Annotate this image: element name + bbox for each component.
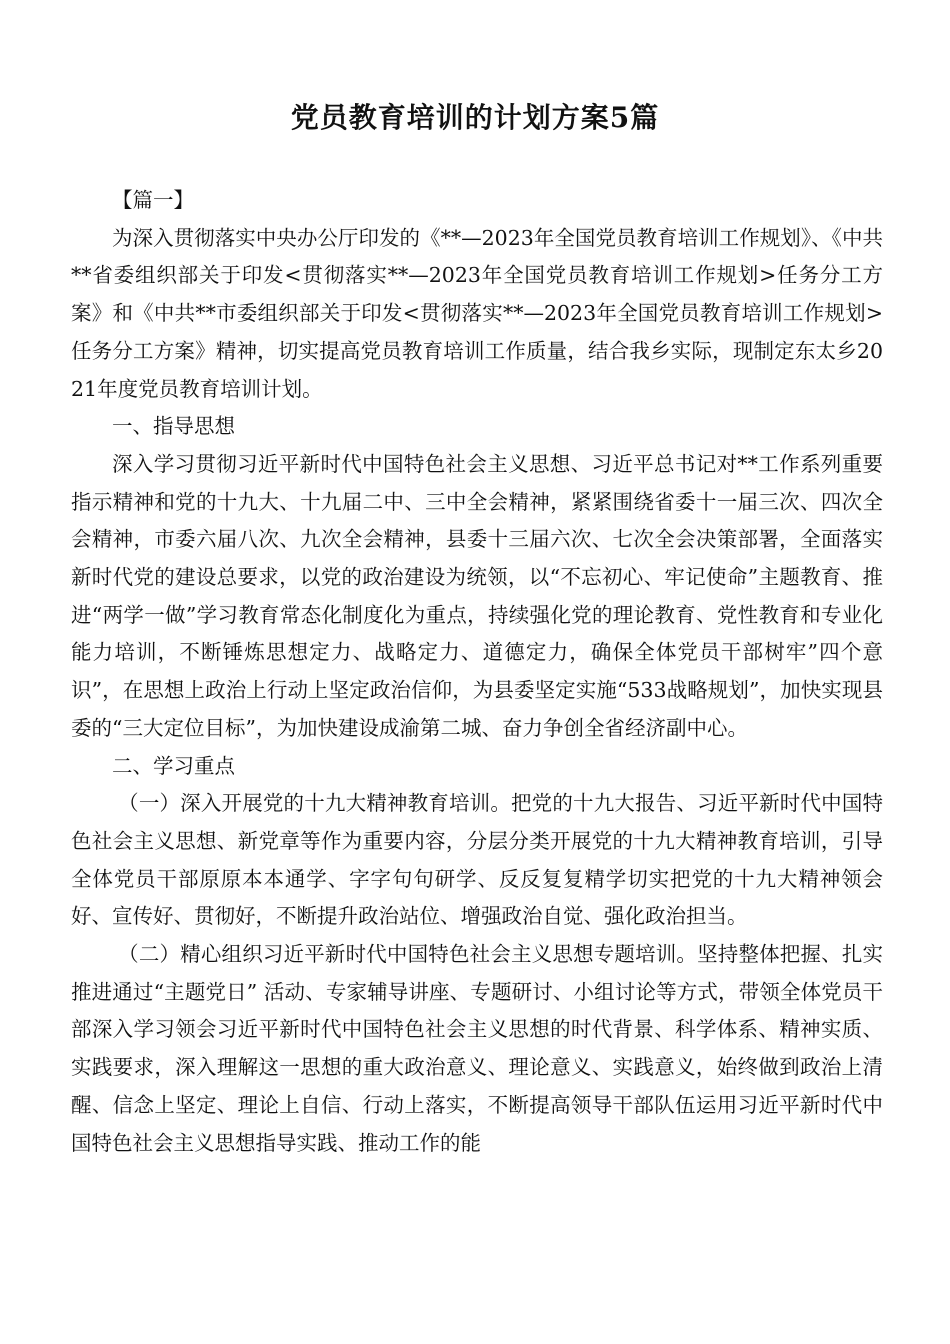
heading-study-focus: 二、学习重点 xyxy=(112,753,235,778)
section-marker: 【篇一】 xyxy=(112,188,194,212)
study-focus-item-1: （一）深入开展党的十九大精神教育培训。把党的十九大报告、习近平新时代中国特色社会主义思想、新党章等作为重要内容，分层分类开展党的十九大精神教育培训，引导全体党员干部原原本本通学、字字句句研学、反反复复精学切实把党的十九大精神领会好、宣传好、贯彻好，不断提升政治站位、增强政治自觉、强化政治担当。 xyxy=(71,791,883,929)
document-title: 党员教育培训的计划方案5篇 xyxy=(290,101,660,134)
heading-guiding-ideology: 一、指导思想 xyxy=(112,414,235,439)
document-body xyxy=(71,182,883,1162)
study-focus-item-2: （二）精心组织习近平新时代中国特色社会主义思想专题培训。坚持整体把握、扎实推进通过“主题党日” 活动、专家辅导讲座、专题研讨、小组讨论等方式，带领全体党员干部深入学习领会习近平新时代中国特色社会主义思想的时代背景、科学体系、精神实质、实践要求，深入理解这一思想的重大政治意义、理论意义、实践意义，始终做到政治上清醒、信念上坚定、理论上自信、行动上落实，不断提高领导干部队伍运用习近平新时代中国特色社会主义思想指导实践、推动工作的能 xyxy=(71,942,883,1155)
guiding-ideology-paragraph: 深入学习贯彻习近平新时代中国特色社会主义思想、习近平总书记对**工作系列重要指示精神和党的十九大、十九届二中、三中全会精神，紧紧围绕省委十一届三次、四次全会精神，市委六届八次、九次全会精神，县委十三届六次、七次全会决策部署，全面落实新时代党的建设总要求，以党的政治建设为统领，以“不忘初心、牢记使命”主题教育、推进“两学一做”学习教育常态化制度化为重点，持续强化党的理论教育、党性教育和专业化能力培训，不断锤炼思想定力、战略定力、道德定力，确保全体党员干部树牢”四个意识”，在思想上政治上行动上坚定政治信仰，为县委坚定实施“533战略规划”，加快实现县委的“三大定位目标”，为加快建设成渝第二城、奋力争创全省经济副中心。 xyxy=(71,451,883,740)
intro-paragraph: 为深入贯彻落实中央办公厅印发的《**—2023年全国党员教育培训工作规划》、《中共**省委组织部关于印发<贯彻落实**—2023年全国党员教育培训工作规划>任务分工方案》和《中共**市委组织部关于印发<贯彻落实**—2023年全国党员教育培训工作规划>任务分工方案》精神，切实提高党员教育培训工作质量，结合我乡实际，现制定东太乡2021年度党员教育培训计划。 xyxy=(71,225,883,401)
